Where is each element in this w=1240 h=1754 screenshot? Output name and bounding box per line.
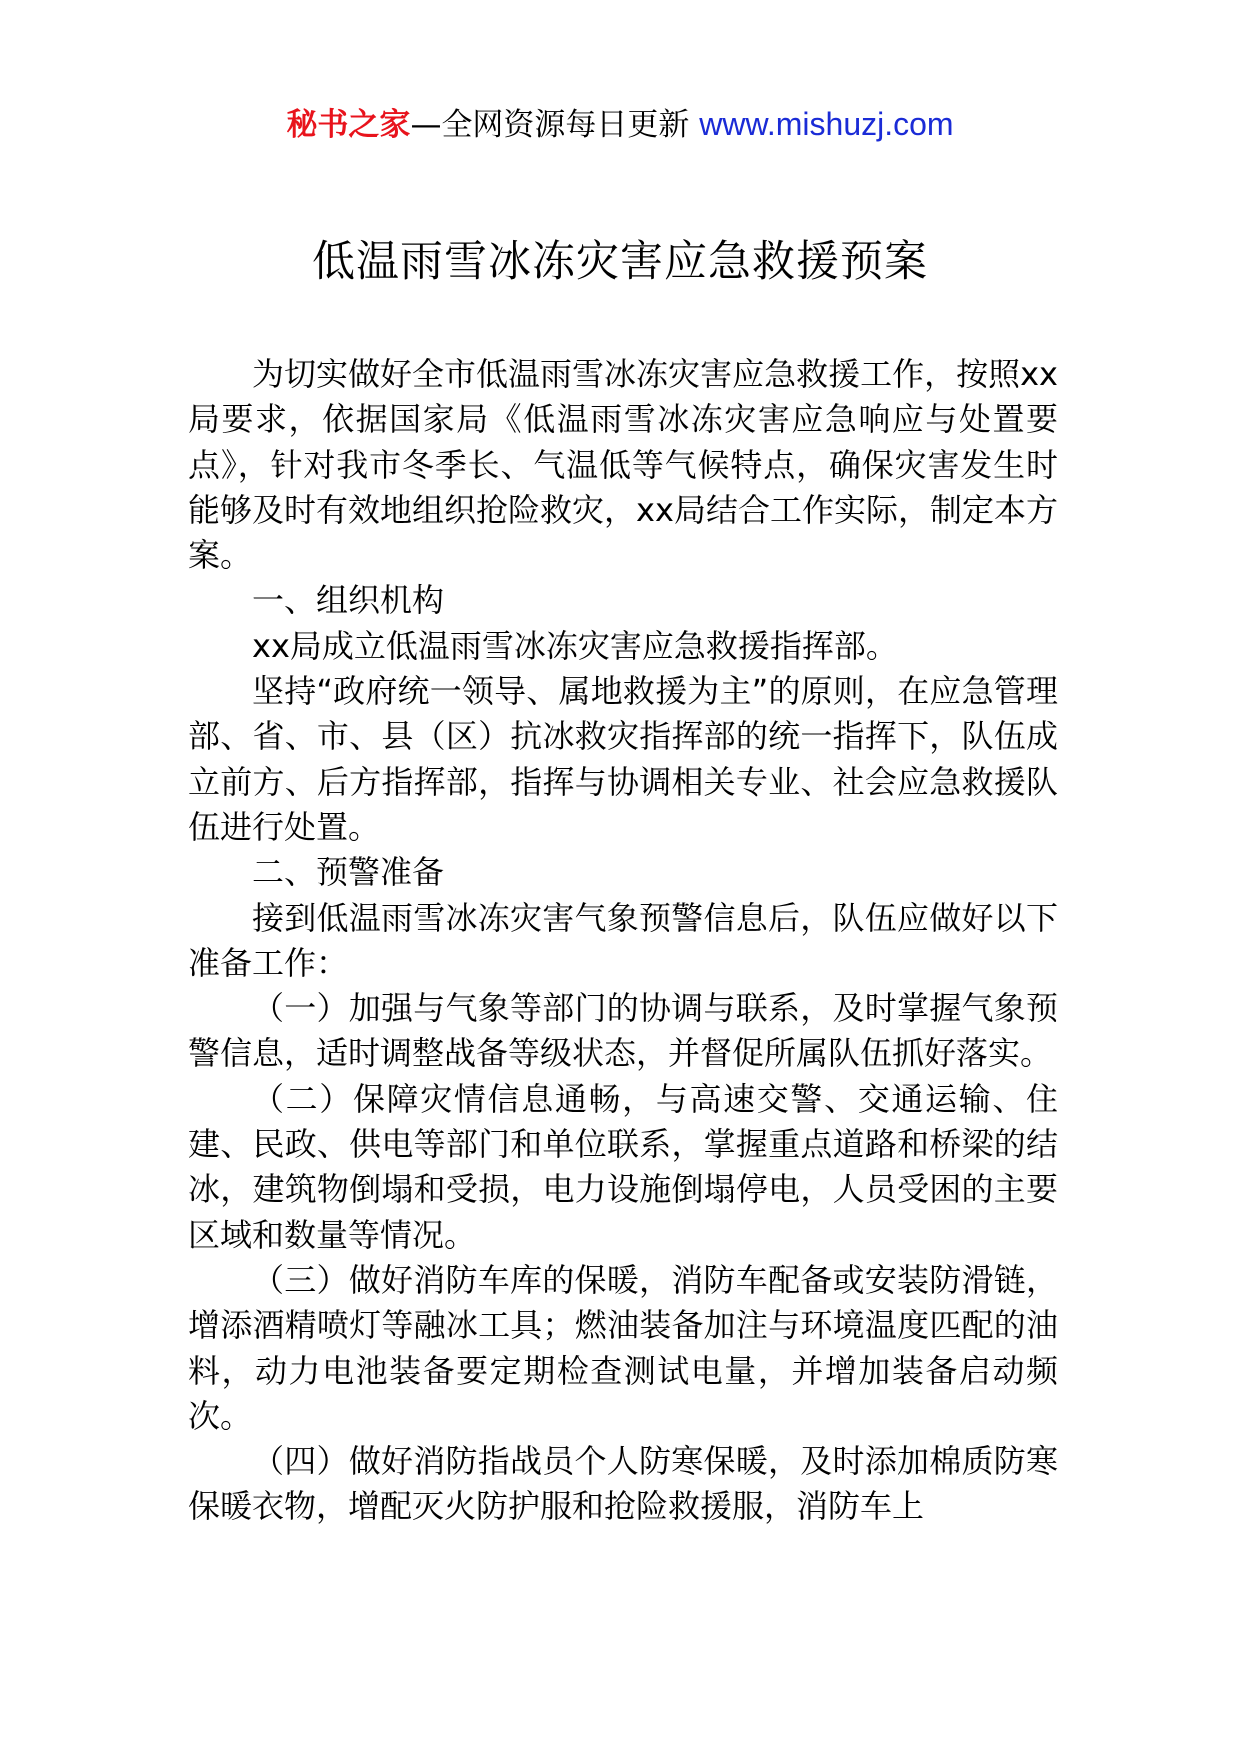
intro-paragraph: 为切实做好全市低温雨雪冰冻灾害应急救援工作，按照xx局要求，依据国家局《低温雨雪冰冻灾害应急响应与处置要点》，针对我市冬季长、气温低等气候特点，确保灾害发生时能够及时有效地组织抢险救灾，xx局结合工作实际，制定本方案。 [188, 355, 1058, 575]
brand-name: 秘书之家 [286, 107, 411, 143]
document-body [188, 352, 1058, 1530]
section-heading-organization: 一、组织机构 [252, 581, 445, 620]
list-item: （四）做好消防指战员个人防寒保暖，及时添加棉质防寒保暖衣物，增配灭火防护服和抢险救援服，消防车上 [188, 1442, 1058, 1526]
document-title: 低温雨雪冰冻灾害应急救援预案 [312, 237, 928, 287]
site-header [0, 100, 1240, 149]
section-heading-warning: 二、预警准备 [252, 853, 445, 892]
paragraph: 坚持“政府统一领导、属地救援为主”的原则，在应急管理部、省、市、县（区）抗冰救灾指挥部的统一指挥下，队伍成立前方、后方指挥部，指挥与协调相关专业、社会应急救援队伍进行处置。 [188, 672, 1058, 846]
paragraph: xx局成立低温雨雪冰冻灾害应急救援指挥部。 [252, 626, 898, 665]
list-item: （一）加强与气象等部门的协调与联系，及时掌握气象预警信息，适时调整战备等级状态，并督促所属队伍抓好落实。 [188, 989, 1058, 1073]
paragraph: 接到低温雨雪冰冻灾害气象预警信息后，队伍应做好以下准备工作： [188, 898, 1058, 982]
site-slogan: —全网资源每日更新 [410, 107, 690, 143]
list-item: （三）做好消防车库的保暖，消防车配备或安装防滑链，增添酒精喷灯等融冰工具；燃油装备加注与环境温度匹配的油料，动力电池装备要定期检查测试电量，并增加装备启动频次。 [188, 1260, 1058, 1435]
site-url-link[interactable]: www.mishuzj.com [699, 106, 954, 142]
list-item: （二）保障灾情信息通畅，与高速交警、交通运输、住建、民政、供电等部门和单位联系，掌握重点道路和桥梁的结冰，建筑物倒塌和受损，电力设施倒塌停电，人员受困的主要区域和数量等情况。 [188, 1079, 1058, 1254]
